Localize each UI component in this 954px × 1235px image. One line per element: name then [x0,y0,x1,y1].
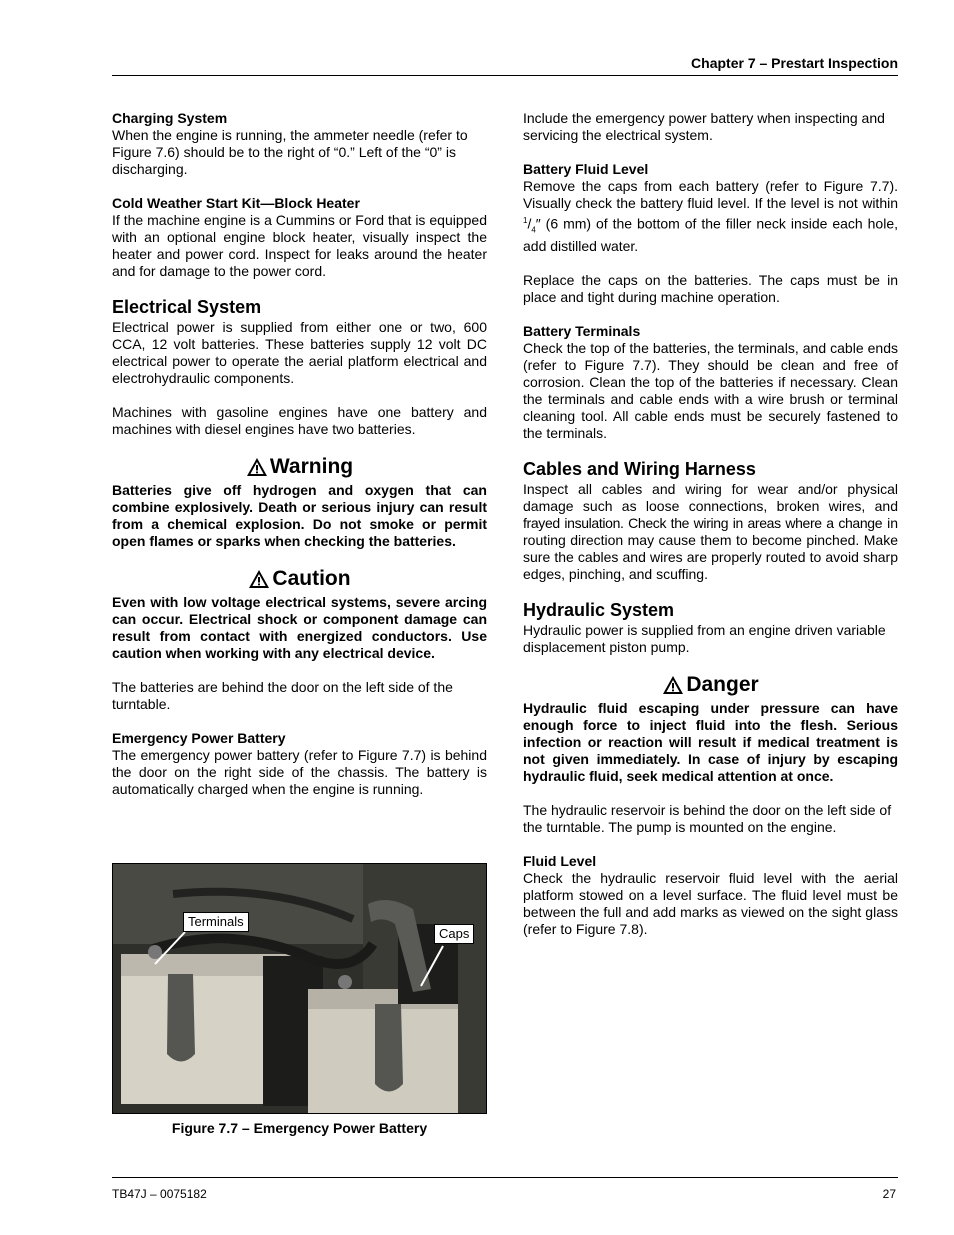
caution-title [112,567,487,591]
caution-box [112,567,487,662]
text-run: Remove the caps from each battery (refer to Figure 7.7). Visually check the battery fluid level. If the level is not within [523,178,898,211]
section-battery-terminals [523,323,898,442]
danger-box [523,673,898,785]
caution-text: Even with low voltage electrical systems, severe arcing can occur. Electrical shock or component damage can result from contact with energized conductors. Use caution when working with any electrical device. [112,594,487,661]
paragraph: Machines with gasoline engines have one battery and machines with diesel engines have two batteries. [112,404,487,437]
page-number: 27 [882,1187,896,1201]
right-column [523,110,898,938]
text-run: frayed insulation. Check the wiring in areas where a change [523,515,883,532]
paragraph: The batteries are behind the door on the left side of the turntable. [112,679,453,712]
paragraph: When the engine is running, the ammeter needle (refer to Figure 7.6) should be to the right of “0.” Left of the “0” is discharging. [112,127,468,177]
section-heading: Hydraulic System [523,600,675,621]
subheading: Battery Fluid Level [523,161,649,177]
paragraph: Hydraulic power is supplied from an engine driven variable displacement piston pump. [523,622,886,656]
subheading: Cold Weather Start Kit—Block Heater [112,195,360,211]
paragraph: Replace the caps on the batteries. The caps must be in place and tight during machine operation. [523,272,898,306]
text-run: ″ (6 mm) of the bottom of the filler neck inside each hole, add distilled water. [523,215,898,255]
subheading: Charging System [112,110,228,126]
fraction-numerator: 1 [523,216,528,225]
warning-title [112,455,487,479]
warning-triangle-icon [246,457,268,477]
left-column [112,110,487,798]
danger-label: Danger [686,673,759,697]
section-cold-weather [112,195,487,280]
text-run: Inspect all cables and wiring for wear and/or physical damage such as loose connections, broken wires, and [523,481,898,515]
paragraph: Check the hydraulic reservoir fluid level with the aerial platform stowed on a level surface. The fluid level must be between the full and add marks as viewed on the sight glass (refer to Figure 7.8). [523,870,898,938]
figure-caption: Figure 7.7 – Emergency Power Battery [171,1120,428,1136]
document-id: TB47J – 0075182 [112,1187,207,1201]
caution-triangle-icon [248,569,270,589]
text-run: in routing direction may cause them to become pinched. Make sure the cables and wires are properly routed to avoid sharp edges, pinching, and scuffing. [523,515,898,583]
chapter-title: Chapter 7 – Prestart Inspection [691,55,898,71]
caps-callout: Caps [434,924,474,944]
danger-text: Hydraulic fluid escaping under pressure can have enough force to inject fluid into the flesh. Serious infection or reaction will result if medical treatment is not given immediately. In case of injury by escaping hydraulic fluid, seek medical attention at once. [523,700,898,785]
caution-label: Caution [272,567,351,590]
footer-rule [112,1177,898,1178]
header-rule [112,75,898,76]
section-emergency-power-battery [112,730,487,798]
subheading: Emergency Power Battery [112,730,286,746]
battery-illustration [113,864,487,1114]
paragraph: Electrical power is supplied from either one or two, 600 CCA, 12 volt batteries. These batteries supply 12 volt DC electrical power to operate the aerial platform electrical and electrohydraulic components. [112,319,487,386]
section-charging-system [112,110,487,178]
paragraph [523,481,898,583]
paragraph: Remove the caps from each battery (refer to Figure 7.7). Visually check the battery fluid level. If the level is not within $^1/_4''$ (6 mm) of the bottom of the filler neck inside each hole, add distilled water. [523,178,898,255]
section-cables-wiring [523,459,898,583]
warning-box [112,455,487,550]
subheading: Fluid Level [523,853,597,870]
paragraph: Include the emergency power battery when inspecting and servicing the electrical system. [523,110,885,143]
paragraph: The hydraulic reservoir is behind the door on the left side of the turntable. The pump is mounted on the engine. [523,802,892,836]
paragraph: The emergency power battery (refer to Figure 7.7) is behind the door on the right side of the chassis. The battery is automatically charged when the engine is running. [112,747,487,797]
fraction-denominator: 4 [531,225,536,235]
warning-label: Warning [269,455,354,478]
paragraph: If the machine engine is a Cummins or Ford that is equipped with an optional engine block heater, visually inspect the heater and power cord. Inspect for leaks around the heater and for damage to the power cord. [112,212,487,279]
section-battery-fluid-level [523,161,898,306]
section-heading: Cables and Wiring Harness [523,459,756,480]
battery-photo [112,863,487,1114]
danger-triangle-icon [662,675,684,695]
section-hydraulic-system [523,600,898,656]
paragraph: Check the top of the batteries, the terminals, and cable ends (refer to Figure 7.7). They should be clean and free of corrosion. Clean the top of the batteries if necessary. Clean the terminals and cable ends with a wire brush or terminal cleaning tool. All cable ends must be securely fastened to the terminals. [523,340,898,442]
section-fluid-level [523,853,898,938]
section-heading: Electrical System [112,297,262,317]
subheading: Battery Terminals [523,323,641,340]
section-electrical-system [112,297,487,438]
danger-title [523,673,898,697]
warning-text: Batteries give off hydrogen and oxygen that can combine explosively. Death or serious injury can result from a chemical explosion. Do not smoke or permit open flames or sparks when checking the batteries. [112,482,487,549]
terminals-callout: Terminals [183,912,249,932]
